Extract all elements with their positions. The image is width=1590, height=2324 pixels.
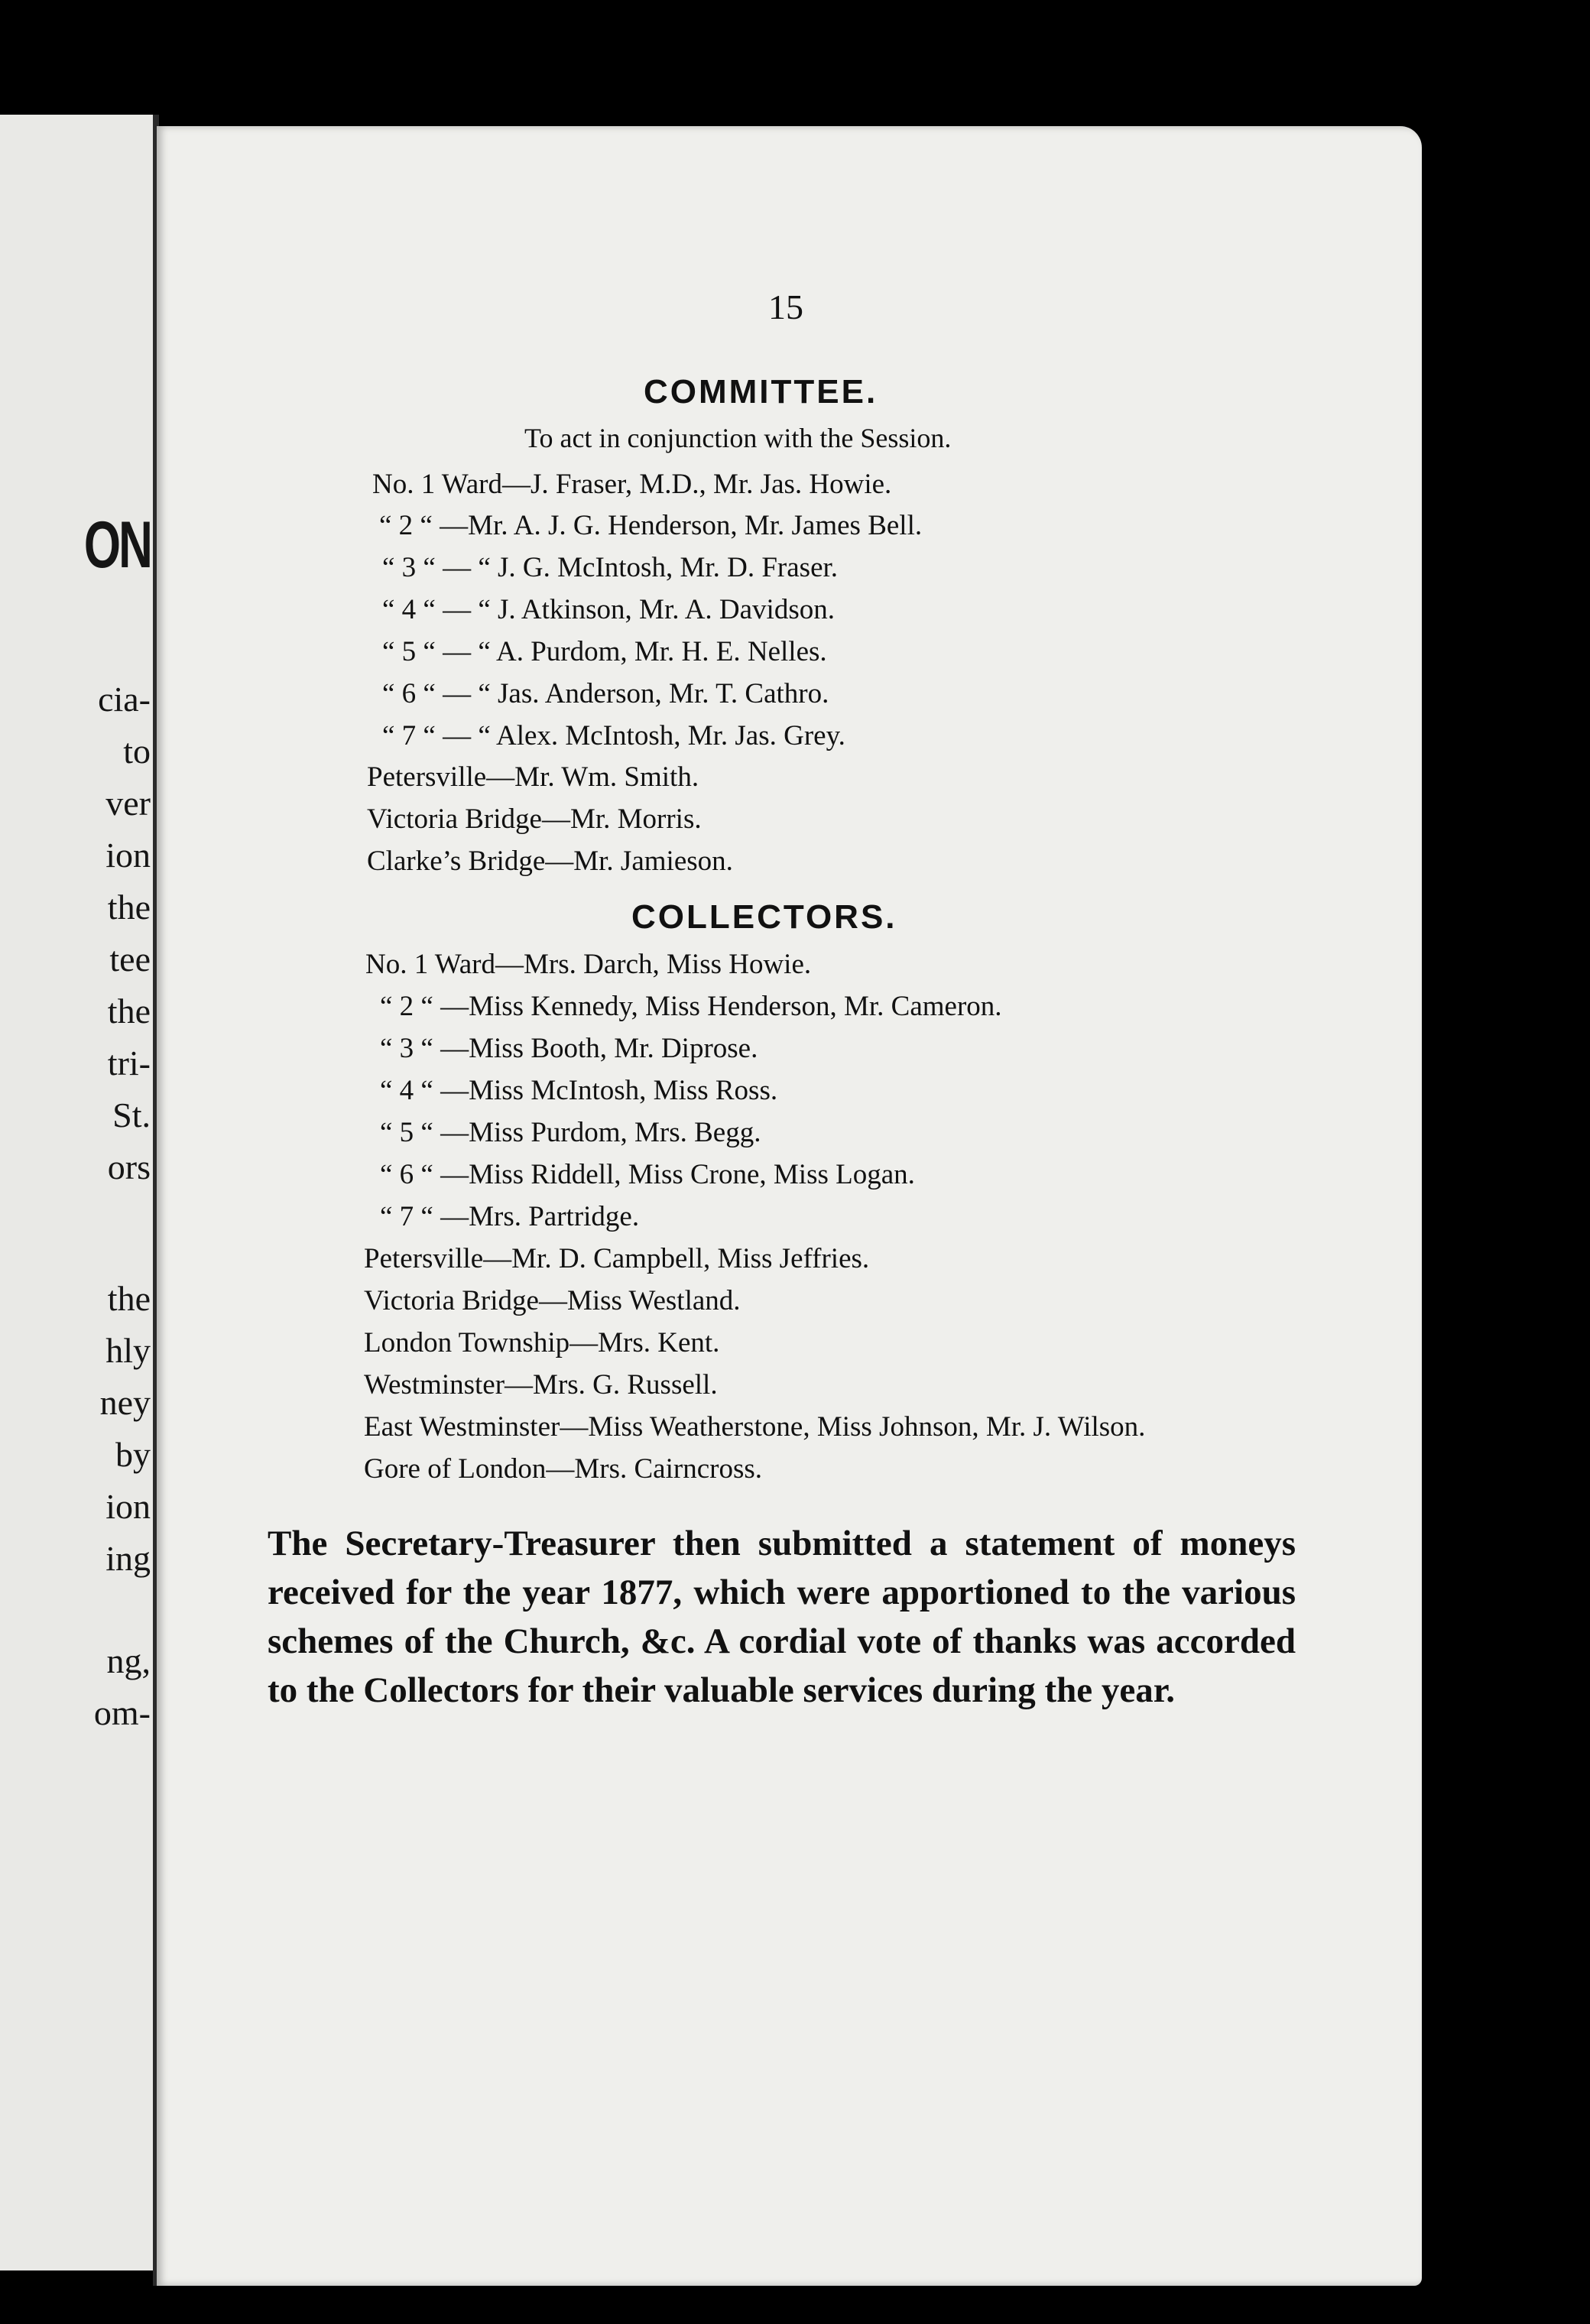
- facing-page-text-fragment: ney: [99, 1383, 151, 1422]
- collectors-line: “ 2 “ —Miss Kennedy, Miss Henderson, Mr. Cameron.: [380, 991, 1002, 1022]
- facing-page-text-fragment: tee: [109, 940, 151, 979]
- committee-line: “ 4 “ — “ J. Atkinson, Mr. A. Davidson.: [382, 594, 835, 625]
- committee-line: Clarke’s Bridge—Mr. Jamieson.: [367, 846, 733, 877]
- committee-subtitle: To act in conjunction with the Session.: [524, 423, 952, 453]
- facing-page-text-fragment: the: [107, 888, 151, 927]
- facing-page-text-fragment: tri-: [107, 1044, 151, 1082]
- committee-line: Petersville—Mr. Wm. Smith.: [367, 761, 699, 793]
- committee-line: No. 1 Ward—J. Fraser, M.D., Mr. Jas. Howie.: [372, 469, 892, 500]
- committee-line: “ 7 “ — “ Alex. McIntosh, Mr. Jas. Grey.: [382, 720, 845, 751]
- collectors-line: No. 1 Ward—Mrs. Darch, Miss Howie.: [365, 949, 812, 980]
- committee-heading: COMMITTEE.: [644, 373, 878, 411]
- facing-page-text-fragment: ion: [105, 1487, 151, 1526]
- closing-paragraph: The Secretary-Treasurer then submitted a statement of moneys received for the year 1877, which were apportioned to the various schemes of the Church, &c. A cordial vote of thanks was accorded to the Collectors for their valuable services during the year.: [268, 1524, 1296, 1710]
- committee-line: “ 5 “ — “ A. Purdom, Mr. H. E. Nelles.: [382, 636, 827, 667]
- facing-page-text-fragment: hly: [105, 1331, 151, 1370]
- collectors-line: East Westminster—Miss Weatherstone, Miss Johnson, Mr. J. Wilson.: [364, 1411, 1146, 1443]
- collectors-line: “ 7 “ —Mrs. Partridge.: [380, 1201, 640, 1232]
- facing-page-text-fragment: ver: [105, 784, 151, 823]
- facing-page-text-fragment: om-: [93, 1693, 151, 1732]
- facing-page-text-fragment: ON: [83, 508, 151, 582]
- facing-page-text-fragment: ing: [105, 1539, 151, 1578]
- collectors-line: Gore of London—Mrs. Cairncross.: [364, 1453, 762, 1485]
- collectors-line: Petersville—Mr. D. Campbell, Miss Jeffries.: [364, 1243, 870, 1274]
- committee-line: “ 2 “ —Mr. A. J. G. Henderson, Mr. James Bell.: [379, 510, 923, 541]
- facing-page-text-fragment: to: [123, 732, 151, 771]
- page-number: 15: [768, 287, 803, 326]
- facing-page-text-fragment: ion: [105, 836, 151, 875]
- collectors-line: Westminster—Mrs. G. Russell.: [364, 1369, 718, 1401]
- facing-page-text-fragment: ng,: [106, 1641, 151, 1680]
- facing-page-fragment: [0, 115, 157, 2270]
- collectors-line: “ 5 “ —Miss Purdom, Mrs. Begg.: [380, 1117, 761, 1148]
- facing-page-text-fragment: the: [107, 1279, 151, 1318]
- collectors-line: “ 3 “ —Miss Booth, Mr. Diprose.: [380, 1033, 758, 1064]
- committee-line: “ 3 “ — “ J. G. McIntosh, Mr. D. Fraser.: [382, 552, 839, 583]
- collectors-line: Victoria Bridge—Miss Westland.: [364, 1285, 741, 1316]
- facing-page-text-fragment: ors: [107, 1147, 151, 1186]
- collectors-line: “ 6 “ —Miss Riddell, Miss Crone, Miss Logan.: [380, 1159, 915, 1190]
- collectors-line: London Township—Mrs. Kent.: [364, 1327, 720, 1358]
- committee-line: “ 6 “ — “ Jas. Anderson, Mr. T. Cathro.: [382, 678, 829, 709]
- facing-page-text-fragment: cia-: [98, 680, 151, 719]
- committee-line: Victoria Bridge—Mr. Morris.: [367, 803, 702, 835]
- facing-page-text-fragment: St.: [112, 1095, 151, 1134]
- facing-page-text-fragment: by: [115, 1435, 151, 1474]
- facing-page-text-fragment: the: [107, 992, 151, 1031]
- collectors-heading: COLLECTORS.: [631, 898, 897, 936]
- collectors-line: “ 4 “ —Miss McIntosh, Miss Ross.: [380, 1075, 778, 1106]
